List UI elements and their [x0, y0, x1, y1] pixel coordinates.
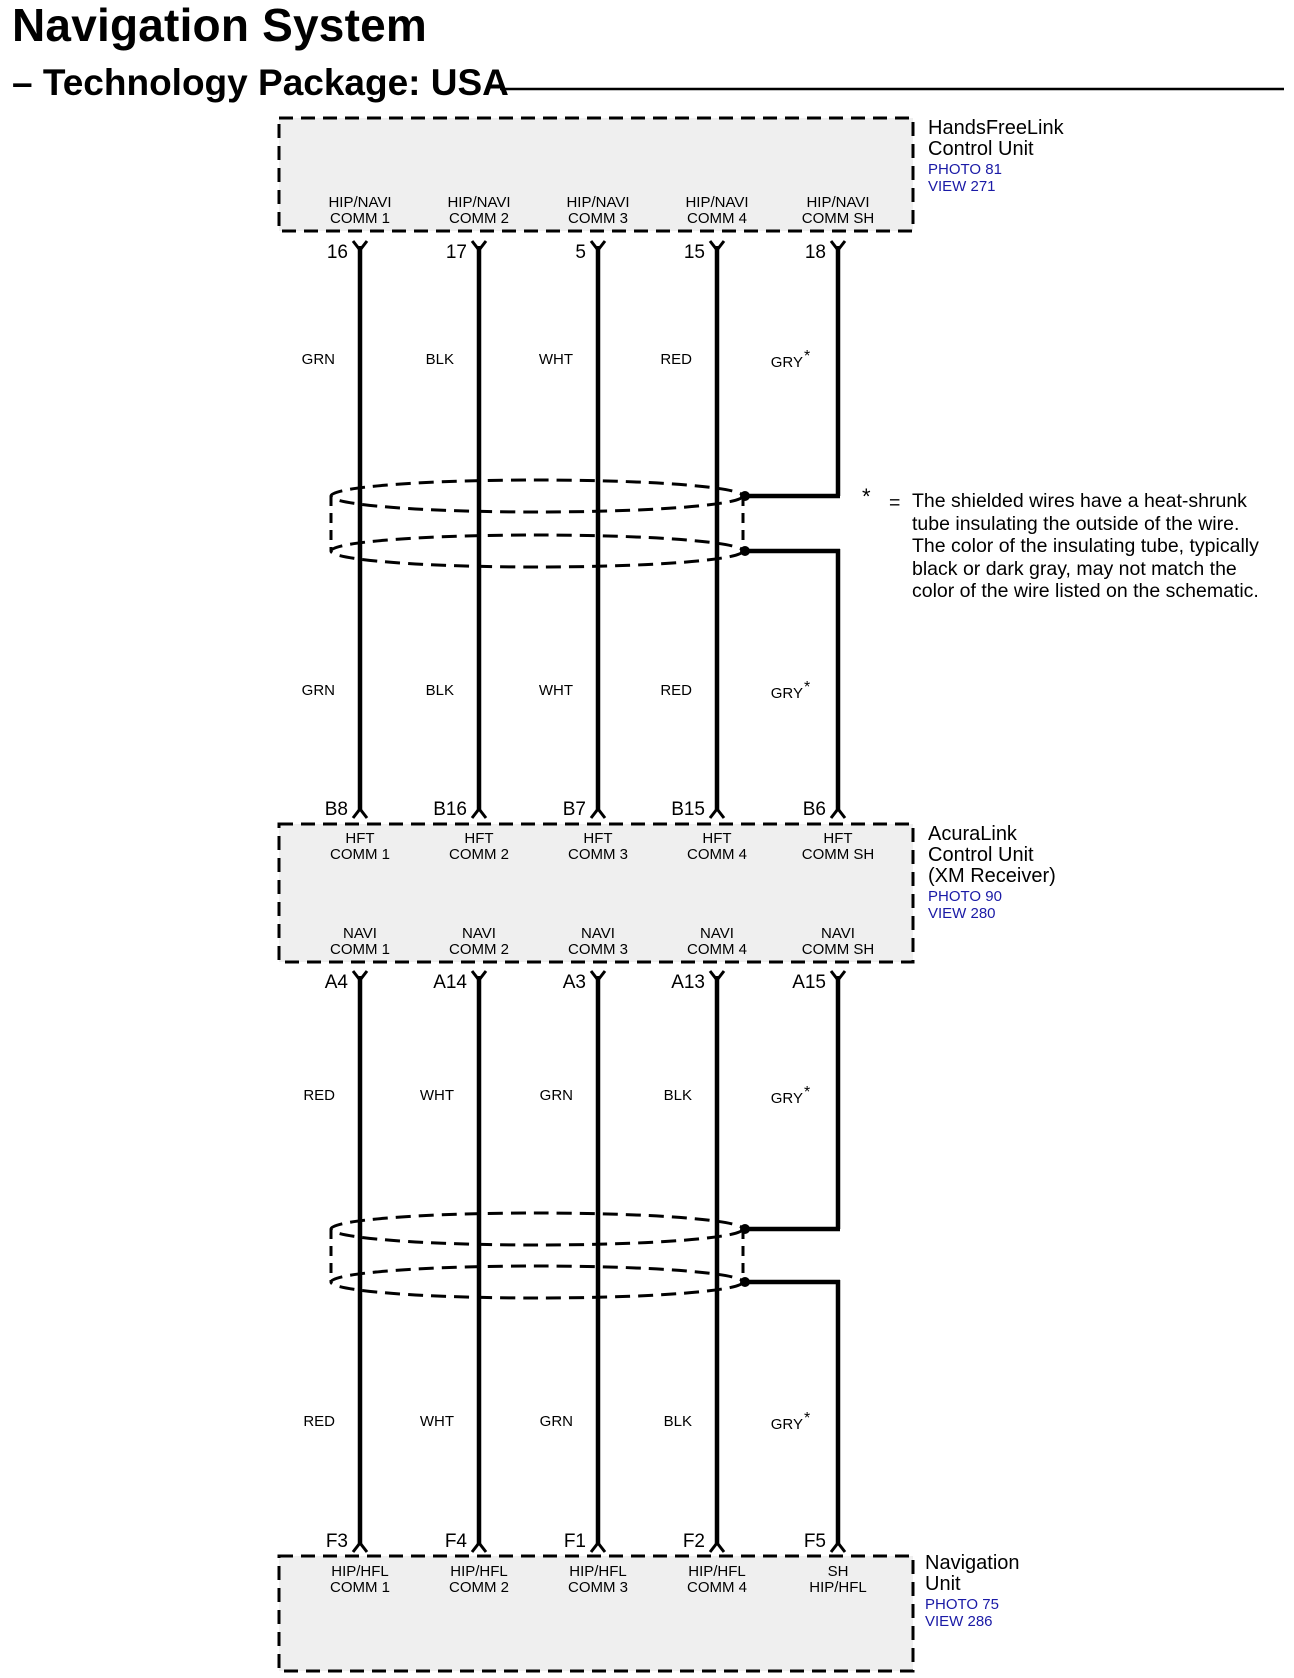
seg3-wire-color: BLK — [663, 1087, 692, 1104]
nav-terminal-label: HIP/HFL — [331, 1563, 389, 1580]
hfl-terminal-label: COMM 1 — [330, 210, 390, 227]
hfl-terminal-label: HIP/NAVI — [566, 194, 630, 211]
acuralink-bottom-terminal-label: NAVI — [462, 925, 496, 942]
note-line: black or dark gray, may not match the — [912, 557, 1237, 580]
acuralink-view-ref: VIEW 280 — [928, 905, 996, 922]
connector-terminal — [831, 809, 845, 818]
connector-terminal — [591, 971, 605, 980]
note-equals: = — [889, 492, 901, 514]
acuralink-top-terminal-label: HFT — [823, 830, 853, 847]
seg3-wire-color: WHT — [419, 1087, 454, 1104]
seg4-wire-color: GRY — [770, 1416, 803, 1433]
connector-terminal — [710, 971, 724, 980]
nav-pin-number: F4 — [444, 1531, 467, 1552]
acuralink-top-terminal-label: COMM SH — [801, 846, 875, 863]
acuralink-name: Control Unit — [928, 844, 1034, 866]
connector-terminal — [472, 241, 486, 250]
seg4-wire-color: RED — [303, 1413, 335, 1430]
connector-terminal — [591, 809, 605, 818]
acuralink-bottom-terminal-label: NAVI — [343, 925, 377, 942]
acuralink-bottom-terminal-label: COMM 1 — [330, 941, 390, 958]
connector-terminal — [831, 241, 845, 250]
acuralink-name: AcuraLink — [928, 823, 1017, 845]
nav-name: Unit — [925, 1573, 961, 1595]
seg1-wire-color: GRN — [301, 351, 335, 368]
seg3-wire-color-marker: * — [804, 1084, 811, 1101]
nav-terminal-label: SH — [827, 1563, 849, 1580]
seg2-wire-color: GRN — [301, 682, 335, 699]
upper-shield-top — [331, 480, 743, 512]
hfl-terminal-label: HIP/NAVI — [447, 194, 511, 211]
hfl-terminal-label: HIP/NAVI — [806, 194, 870, 211]
acuralink-bottom-terminal-label: COMM 4 — [687, 941, 747, 958]
seg3-wire-color: GRN — [539, 1087, 573, 1104]
acuralink-top-terminal-label: COMM 1 — [330, 846, 390, 863]
hfl-photo-ref: PHOTO 81 — [928, 161, 1002, 178]
upper-shield-bottom — [331, 535, 743, 567]
nav-pin-number: F5 — [803, 1531, 826, 1552]
acuralink-bottom-terminal-label: NAVI — [581, 925, 615, 942]
connector-terminal — [831, 1543, 845, 1552]
seg2-wire-color-marker: * — [804, 679, 811, 696]
note-line: tube insulating the outside of the wire. — [912, 512, 1240, 535]
acuralink-name: (XM Receiver) — [928, 865, 1056, 887]
hfl-pin-number: 5 — [575, 242, 586, 263]
acuralink-a-pin-number: A15 — [792, 972, 826, 993]
connector-terminal — [591, 241, 605, 250]
hfl-terminal-label: COMM SH — [801, 210, 875, 227]
seg2-wire-color: WHT — [538, 682, 573, 699]
nav-pin-number: F2 — [682, 1531, 705, 1552]
lower-shield-top — [331, 1213, 743, 1245]
page-title: Navigation System — [12, 0, 427, 51]
hfl-pin-number: 16 — [326, 242, 348, 263]
seg3-wire-color: GRY — [770, 1090, 803, 1107]
connector-terminal — [353, 241, 367, 250]
seg1-wire-color: BLK — [425, 351, 454, 368]
seg2-wire-color: BLK — [425, 682, 454, 699]
connector-terminal — [472, 1543, 486, 1552]
nav-pin-number: F1 — [563, 1531, 586, 1552]
nav-view-ref: VIEW 286 — [925, 1613, 993, 1630]
nav-terminal-label: HIP/HFL — [450, 1563, 508, 1580]
acuralink-a-pin-number: A14 — [433, 972, 467, 993]
seg3-wire-color: RED — [303, 1087, 335, 1104]
acuralink-bottom-terminal-label: COMM 3 — [568, 941, 628, 958]
connector-terminal — [591, 1543, 605, 1552]
connector-terminal — [353, 971, 367, 980]
acuralink-b-pin-number: B15 — [671, 799, 705, 820]
connector-terminal — [831, 971, 845, 980]
hfl-terminal-label: HIP/NAVI — [328, 194, 392, 211]
acuralink-top-terminal-label: COMM 3 — [568, 846, 628, 863]
nav-name: Navigation — [925, 1552, 1020, 1574]
nav-terminal-label: HIP/HFL — [809, 1579, 867, 1596]
hfl-pin-number: 17 — [445, 242, 467, 263]
nav-photo-ref: PHOTO 75 — [925, 1596, 999, 1613]
connector-terminal — [472, 809, 486, 818]
acuralink-b-pin-number: B16 — [433, 799, 467, 820]
nav-terminal-label: HIP/HFL — [569, 1563, 627, 1580]
shield-note — [912, 490, 1282, 603]
seg4-wire-color: BLK — [663, 1413, 692, 1430]
hfl-name: HandsFreeLink — [928, 117, 1064, 139]
acuralink-b-pin-number: B8 — [324, 799, 348, 820]
seg4-wire-color: WHT — [419, 1413, 454, 1430]
acuralink-b-pin-number: B7 — [562, 799, 586, 820]
hfl-terminal-label: COMM 4 — [687, 210, 747, 227]
hfl-name: Control Unit — [928, 138, 1034, 160]
nav-terminal-label: COMM 1 — [330, 1579, 390, 1596]
hfl-terminal-label: COMM 2 — [449, 210, 509, 227]
acuralink-a-pin-number: A3 — [562, 972, 586, 993]
upper-shield-junction — [740, 491, 750, 501]
acuralink-top-terminal-label: COMM 2 — [449, 846, 509, 863]
acuralink-top-terminal-label: HFT — [464, 830, 494, 847]
acuralink-top-terminal-label: HFT — [345, 830, 375, 847]
acuralink-photo-ref: PHOTO 90 — [928, 888, 1002, 905]
acuralink-top-terminal-label: HFT — [702, 830, 732, 847]
seg1-wire-color: WHT — [538, 351, 573, 368]
seg4-wire-color: GRN — [539, 1413, 573, 1430]
nav-terminal-label: COMM 2 — [449, 1579, 509, 1596]
connector-terminal — [353, 809, 367, 818]
lower-shield-bottom — [331, 1266, 743, 1298]
nav-terminal-label: HIP/HFL — [688, 1563, 746, 1580]
seg2-wire-color: RED — [660, 682, 692, 699]
acuralink-top-terminal-label: COMM 4 — [687, 846, 747, 863]
acuralink-a-pin-number: A4 — [324, 972, 348, 993]
acuralink-top-terminal-label: HFT — [583, 830, 613, 847]
acuralink-a-pin-number: A13 — [671, 972, 705, 993]
connector-terminal — [472, 971, 486, 980]
seg2-wire-color: GRY — [770, 685, 803, 702]
connector-terminal — [710, 809, 724, 818]
acuralink-bottom-terminal-label: NAVI — [821, 925, 855, 942]
lower-shield-junction — [740, 1277, 750, 1287]
nav-pin-number: F3 — [325, 1531, 348, 1552]
connector-terminal — [710, 1543, 724, 1552]
seg1-wire-color: GRY — [770, 354, 803, 371]
note-line: The color of the insulating tube, typically — [912, 535, 1259, 557]
acuralink-b-pin-number: B6 — [802, 799, 826, 820]
hfl-terminal-label: COMM 3 — [568, 210, 628, 227]
acuralink-bottom-terminal-label: NAVI — [700, 925, 734, 942]
hfl-view-ref: VIEW 271 — [928, 178, 996, 195]
nav-terminal-label: COMM 4 — [687, 1579, 747, 1596]
hfl-pin-number: 15 — [683, 242, 705, 263]
connector-terminal — [353, 1543, 367, 1552]
connector-terminal — [710, 241, 724, 250]
seg4-wire-color-marker: * — [804, 1410, 811, 1427]
seg1-wire-color: RED — [660, 351, 692, 368]
acuralink-bottom-terminal-label: COMM 2 — [449, 941, 509, 958]
page-subtitle: – Technology Package: USA — [12, 62, 509, 103]
hfl-terminal-label: HIP/NAVI — [685, 194, 749, 211]
hfl-pin-number: 18 — [804, 242, 826, 263]
seg1-wire-color-marker: * — [804, 348, 811, 365]
note-asterisk: * — [862, 484, 871, 509]
lower-shield-junction — [740, 1224, 750, 1234]
upper-shield-junction — [740, 546, 750, 556]
note-line: The shielded wires have a heat-shrunk — [912, 490, 1247, 512]
nav-terminal-label: COMM 3 — [568, 1579, 628, 1596]
note-line: color of the wire listed on the schematic. — [912, 580, 1259, 602]
acuralink-bottom-terminal-label: COMM SH — [801, 941, 875, 958]
